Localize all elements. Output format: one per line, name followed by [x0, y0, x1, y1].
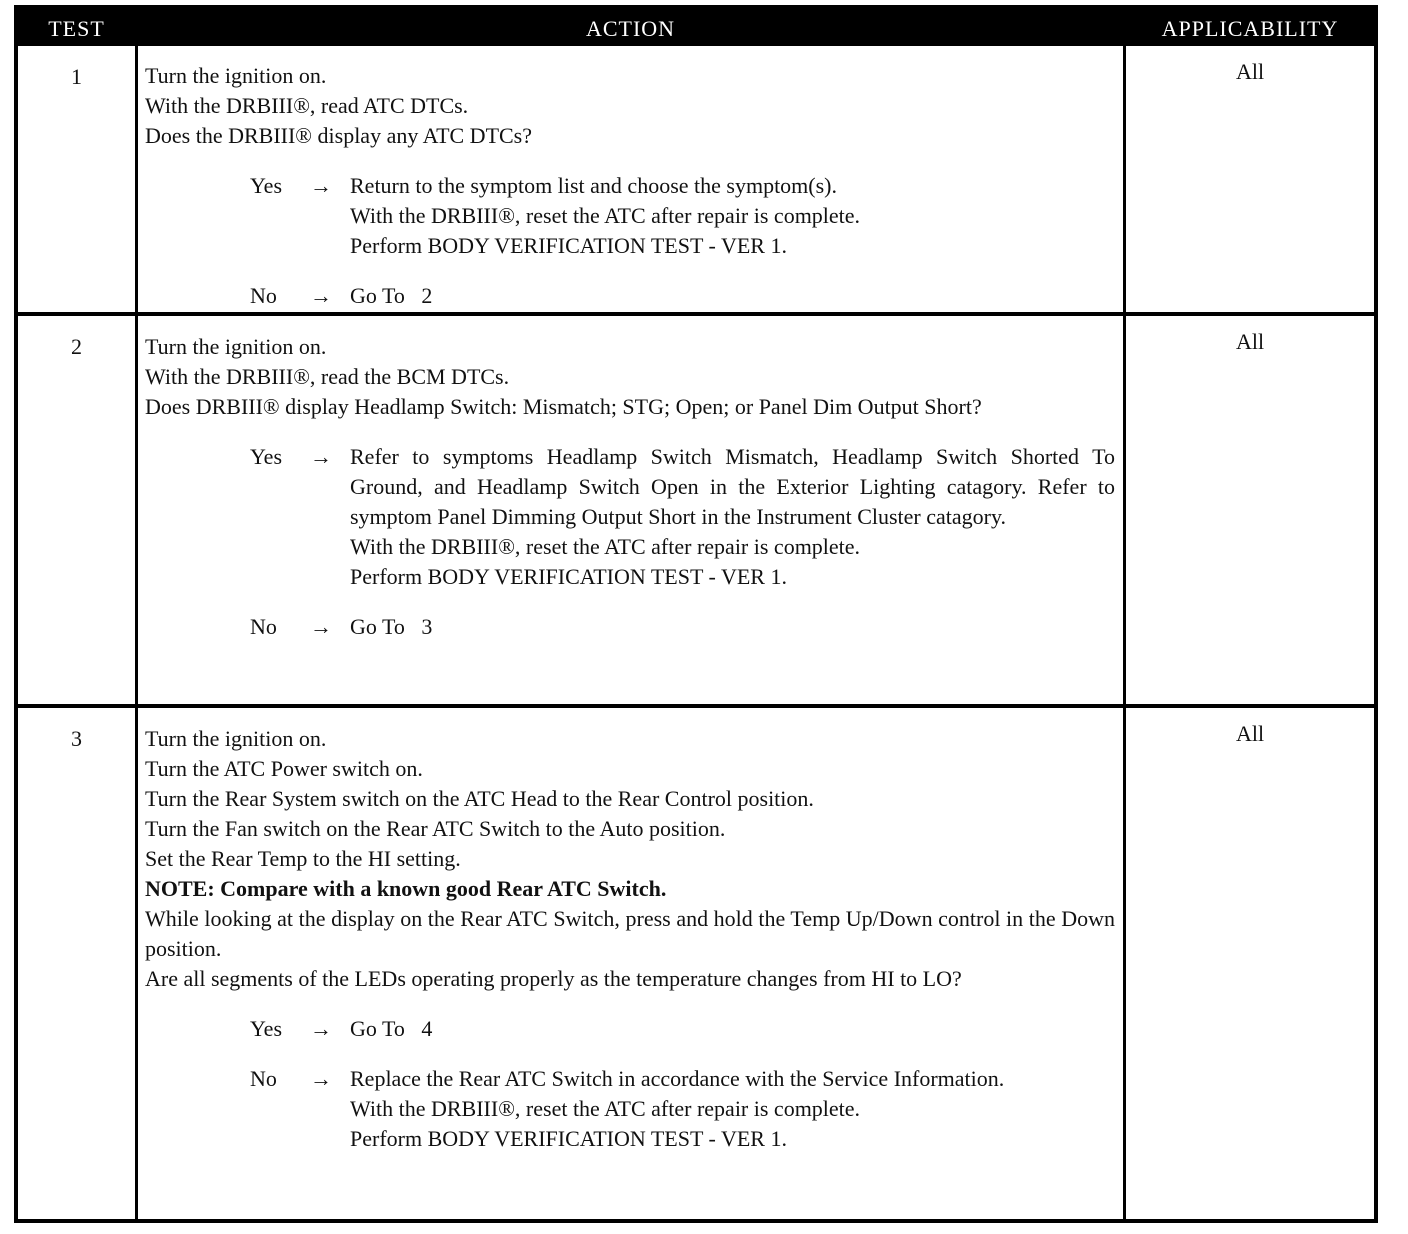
no-label: No [250, 1066, 277, 1091]
response-line: Perform BODY VERIFICATION TEST - VER 1. [350, 233, 787, 258]
action-1 [145, 61, 1115, 311]
arrow-icon: → [310, 283, 332, 308]
yes-response [145, 442, 1115, 592]
yes-response [145, 171, 1115, 261]
response-line: Refer to symptoms Headlamp Switch Mismatch, Headlamp Switch Shorted To Ground, and Headlamp Switch Open in the Exterior Lighting catagory. Refer to symptom Panel Dimming Output Short in the Instrument Cluster catagory. [350, 444, 1115, 529]
instruction-line: Does DRBIII® display Headlamp Switch: Mismatch; STG; Open; or Panel Dim Output Short? [145, 394, 982, 419]
instruction-line: Turn the ignition on. [145, 334, 327, 359]
arrow-icon: → [310, 1066, 332, 1091]
header-test: TEST [48, 16, 105, 41]
arrow-icon: → [310, 444, 332, 469]
instruction-line: With the DRBIII®, read the BCM DTCs. [145, 364, 510, 389]
row-divider-1 [18, 312, 1374, 316]
no-response [145, 1064, 1115, 1154]
table-header [18, 9, 1374, 46]
yes-label: Yes [250, 173, 283, 198]
response-line: Go To 4 [350, 1016, 433, 1041]
response-line: Perform BODY VERIFICATION TEST - VER 1. [350, 564, 787, 589]
no-response [145, 612, 1115, 642]
response-line: Go To 3 [350, 614, 433, 639]
header-action: ACTION [585, 16, 676, 41]
divider-test-action [135, 46, 138, 1219]
test-number-3: 3 [71, 726, 82, 751]
yes-label: Yes [250, 444, 283, 469]
no-response [145, 281, 1115, 311]
applicability-2: All [1235, 329, 1265, 354]
instruction-line: Turn the Fan switch on the Rear ATC Switch to the Auto position. [145, 816, 726, 841]
header-applicability: APPLICABILITY [1161, 16, 1339, 41]
row-divider-2 [18, 704, 1374, 708]
response-line: Perform BODY VERIFICATION TEST - VER 1. [350, 1126, 787, 1151]
instruction-line: Does the DRBIII® display any ATC DTCs? [145, 123, 533, 148]
arrow-icon: → [310, 173, 332, 198]
response-line: Go To 2 [350, 283, 433, 308]
response-line: With the DRBIII®, reset the ATC after repair is complete. [350, 1096, 861, 1121]
yes-label: Yes [250, 1016, 283, 1041]
instruction-line: Turn the ignition on. [145, 63, 327, 88]
instruction-line: Are all segments of the LEDs operating properly as the temperature changes from HI to LO? [145, 966, 962, 991]
test-number-1: 1 [71, 64, 82, 89]
instruction-line: Turn the Rear System switch on the ATC Head to the Rear Control position. [145, 786, 814, 811]
no-label: No [250, 614, 277, 639]
divider-action-applicability [1123, 46, 1126, 1219]
instruction-line: Set the Rear Temp to the HI setting. [145, 846, 461, 871]
response-line: Return to the symptom list and choose the symptom(s). [350, 173, 838, 198]
response-line: With the DRBIII®, reset the ATC after repair is complete. [350, 534, 861, 559]
instruction-line: While looking at the display on the Rear ATC Switch, press and hold the Temp Up/Down control in the Down position. [145, 906, 1115, 961]
note-line: NOTE: Compare with a known good Rear ATC Switch. [145, 876, 667, 901]
no-label: No [250, 283, 277, 308]
instruction-line: Turn the ignition on. [145, 726, 327, 751]
instruction-line: With the DRBIII®, read ATC DTCs. [145, 93, 469, 118]
yes-response [145, 1014, 1115, 1044]
test-number-2: 2 [71, 334, 82, 359]
response-line: With the DRBIII®, reset the ATC after repair is complete. [350, 203, 861, 228]
applicability-1: All [1235, 59, 1265, 84]
arrow-icon: → [310, 614, 332, 639]
arrow-icon: → [310, 1016, 332, 1041]
action-2 [145, 332, 1115, 642]
action-3 [145, 724, 1115, 1154]
test-table [14, 5, 1378, 1223]
response-line: Replace the Rear ATC Switch in accordance with the Service Information. [350, 1066, 1005, 1091]
applicability-3: All [1235, 721, 1265, 746]
instruction-line: Turn the ATC Power switch on. [145, 756, 423, 781]
